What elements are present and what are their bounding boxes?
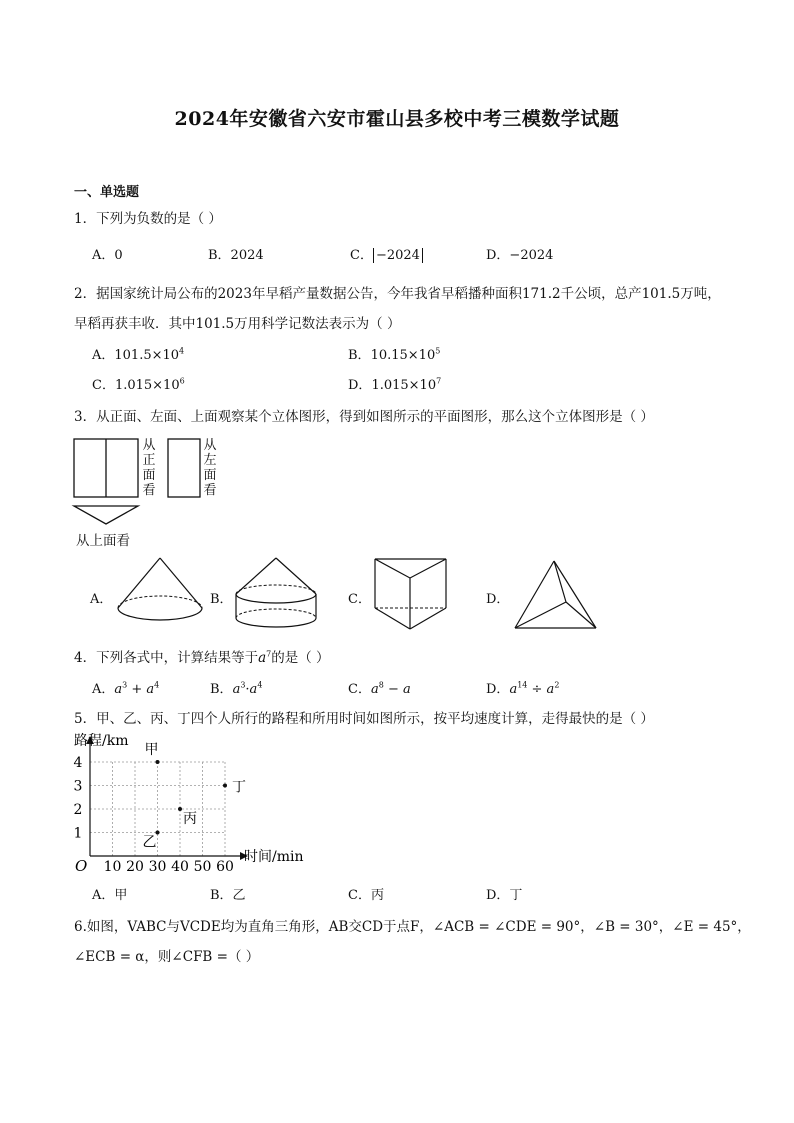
x-tick-label: 50 <box>193 859 212 872</box>
distance-time-chart <box>70 730 320 872</box>
x-tick-label: 60 <box>216 859 234 872</box>
origin-label: O <box>75 857 88 872</box>
q2-option-d-exp: 7 <box>436 376 442 386</box>
q4-expr-term: + a <box>127 682 155 697</box>
q1-option-b[interactable]: B．2024 <box>208 248 264 263</box>
chart-points <box>143 742 247 851</box>
q2-option-a-letter: A． <box>92 348 115 363</box>
front-label-char: 看 <box>142 483 156 498</box>
q1-option-d[interactable]: D．−2024 <box>486 248 554 263</box>
abs-value-expression <box>373 248 423 263</box>
q6-stem-line1: 6.如图，VABC与VCDE均为直角三角形，AB交CD于点F，∠ACB = ∠CDE = 90°，∠B = 30°，∠E = 45°， <box>74 919 751 935</box>
q2-option-c-exp: 6 <box>179 376 185 386</box>
q4-expr-exp: 4 <box>154 680 160 690</box>
cone-figure[interactable] <box>114 554 206 626</box>
q2-option-b[interactable] <box>348 344 440 363</box>
q4-expr-term: ÷ a <box>527 682 555 697</box>
q4-stem-exp: 7 <box>266 649 272 659</box>
q5-option-d[interactable]: D．丁 <box>486 888 523 903</box>
x-tick-label: 20 <box>126 859 144 872</box>
abs-value-text: −2024 <box>375 248 420 263</box>
x-tick-label: 30 <box>148 859 167 872</box>
q4-option-letter: D． <box>486 682 510 697</box>
q2-option-d[interactable] <box>348 374 441 393</box>
left-label-char: 面 <box>203 468 217 483</box>
front-view-label <box>141 438 157 498</box>
left-view-label <box>202 438 218 498</box>
data-point-甲 <box>156 760 160 764</box>
top-view-triangle <box>74 506 138 524</box>
q2-option-d-letter: D． <box>348 378 372 393</box>
q4-expr-term: − a <box>383 682 411 697</box>
q2-option-d-base: 1.015×10 <box>371 378 437 393</box>
q4-option-b[interactable] <box>210 678 262 697</box>
q2-option-c-letter: C． <box>92 378 115 393</box>
x-axis-label: 时间/min <box>244 849 304 865</box>
q4-stem <box>74 646 330 666</box>
chart-ticks <box>74 755 234 872</box>
top-view-label: 从上面看 <box>76 533 130 549</box>
q2-option-b-exp: 5 <box>435 346 441 356</box>
q4-expr-exp: 14 <box>517 680 528 690</box>
left-label-char: 从 <box>203 438 217 453</box>
q2-option-b-base: 10.15×10 <box>370 348 436 363</box>
data-point-label: 丙 <box>183 811 197 827</box>
q5-stem: 5．甲、乙、丙、丁四个人所行的路程和所用时间如图所示，按平均速度计算，走得最快的是（ ） <box>74 711 654 727</box>
q4-option-letter: A． <box>92 682 115 697</box>
q4-expr-term: a <box>232 682 241 697</box>
q4-expr-exp: 2 <box>554 680 560 690</box>
left-label-char: 看 <box>203 483 217 498</box>
q4-expr-exp: 3 <box>122 680 128 690</box>
q2-option-a[interactable] <box>92 344 184 363</box>
data-point-label: 乙 <box>142 834 157 851</box>
q4-expr-exp: 3 <box>240 680 246 690</box>
q2-option-a-base: 101.5×10 <box>114 348 180 363</box>
q2-option-c[interactable] <box>92 374 185 393</box>
left-label-char: 左 <box>203 453 217 468</box>
q2-option-c-base: 1.015×10 <box>114 378 180 393</box>
left-view-rect <box>168 439 200 497</box>
triangular-prism-figure[interactable] <box>372 556 452 634</box>
q4-expr-term: a <box>370 682 379 697</box>
q4-option-a[interactable] <box>92 678 159 697</box>
q5-option-b[interactable]: B．乙 <box>210 888 246 903</box>
front-label-char: 从 <box>142 438 156 453</box>
q1-option-c-letter: C． <box>350 248 373 263</box>
data-point-label: 甲 <box>144 742 159 758</box>
cone-on-cylinder-figure[interactable] <box>232 554 322 632</box>
q4-expr-exp: 8 <box>378 680 384 690</box>
triangular-pyramid-figure[interactable] <box>512 558 600 632</box>
data-point-丁 <box>223 784 227 788</box>
data-point-label: 丁 <box>232 779 246 796</box>
y-tick-label: 2 <box>73 802 83 818</box>
q3-stem: 3．从正面、左面、上面观察某个立体图形，得到如图所示的平面图形，那么这个立体图形是（ ） <box>74 409 654 425</box>
q4-option-c[interactable] <box>348 678 411 697</box>
q5-option-a[interactable]: A．甲 <box>92 888 128 903</box>
q4-expr-exp: 4 <box>257 680 263 690</box>
q6-stem-line2: ∠ECB = α，则∠CFB =（ ） <box>74 949 260 965</box>
q5-option-c[interactable]: C．丙 <box>348 888 384 903</box>
q1-stem: 1．下列为负数的是（ ） <box>74 211 222 227</box>
q4-expr-term: a <box>114 682 123 697</box>
q2-stem-line2: 早稻再获丰收．其中101.5万用科学记数法表示为（ ） <box>74 316 401 332</box>
q4-option-letter: C． <box>348 682 371 697</box>
q3-option-d[interactable]: D． <box>486 592 510 607</box>
q4-option-letter: B． <box>210 682 233 697</box>
q2-option-a-exp: 4 <box>179 346 185 356</box>
x-tick-label: 10 <box>103 859 122 872</box>
q2-option-b-letter: B． <box>348 348 371 363</box>
y-tick-label: 3 <box>73 778 83 795</box>
data-point-丙 <box>178 807 182 811</box>
q1-option-c[interactable] <box>350 244 423 263</box>
q4-expr-term: ·a <box>245 682 258 697</box>
q3-option-a[interactable]: A． <box>90 592 113 607</box>
chart-axes <box>86 736 248 860</box>
section-label: 一、单选题 <box>74 185 140 200</box>
q3-option-c[interactable]: C． <box>348 592 371 607</box>
q4-expr-term: a <box>509 682 518 697</box>
q4-option-d[interactable] <box>486 678 559 697</box>
x-tick-label: 40 <box>171 859 189 872</box>
chart-grid <box>90 762 225 856</box>
y-axis-label: 路程/km <box>74 733 129 749</box>
page-title: 2024年安徽省六安市霍山县多校中考三模数学试题 <box>174 108 620 130</box>
front-label-char: 面 <box>142 468 156 483</box>
q4-stem-pre: 4．下列各式中，计算结果等于 <box>74 650 259 666</box>
q2-stem-line1: 2．据国家统计局公布的2023年早稻产量数据公告，今年我省早稻播种面积171.2千公顷，总产101.5万吨， <box>74 286 721 302</box>
y-tick-label: 4 <box>73 755 83 771</box>
y-tick-label: 1 <box>73 825 83 842</box>
q4-stem-var: a <box>258 650 267 666</box>
q4-stem-post: 的是（ ） <box>271 650 330 666</box>
q1-option-a[interactable]: A．0 <box>92 248 123 263</box>
front-label-char: 正 <box>142 453 156 468</box>
q3-option-b[interactable]: B． <box>210 592 233 607</box>
